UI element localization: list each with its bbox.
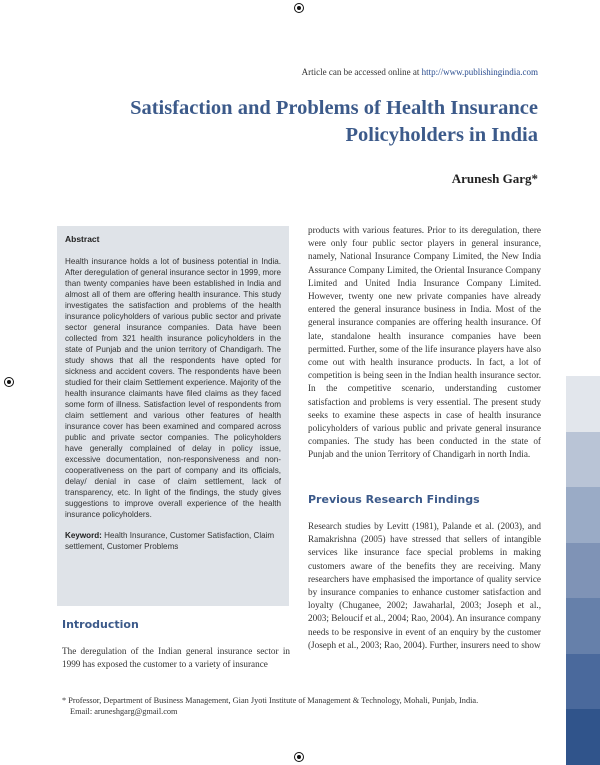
strip-segment bbox=[566, 654, 600, 710]
access-link[interactable]: http://www.publishingindia.com bbox=[421, 67, 538, 77]
strip-segment bbox=[566, 543, 600, 599]
strip-segment bbox=[566, 432, 600, 488]
strip-segment bbox=[566, 709, 600, 765]
keywords-label: Keyword: bbox=[65, 531, 102, 540]
keywords bbox=[65, 530, 281, 552]
registration-mark-left bbox=[4, 377, 14, 387]
registration-mark-top bbox=[294, 3, 304, 13]
keywords-list: Health Insurance, Customer Satisfaction, Claim settlement, Customer Problems bbox=[65, 531, 275, 551]
abstract-box bbox=[57, 226, 289, 606]
access-prefix: Article can be accessed online at bbox=[301, 67, 422, 77]
access-line bbox=[302, 67, 538, 77]
previous-research-text: Research studies by Levitt (1981), Palande et al. (2003), and Ramakrishna (2005) have stressed that sellers of intangible services like insurance face special problems in making customers aware of the benefits they are receiving. Many researchers have emphasised the importance of quality service by insurance companies to enhance customer satisfaction and loyalty (Chuganee, 2002; Jawaharlal, 2003; Joseph et al., 2003; Beloucif et al., 2004; Rao, 2004). An insurance company needs to be responsive in event of an enquiry by the customer (Joseph et al., 2003; Rao, 2004). Further, insurers need to show bbox=[308, 521, 541, 650]
footnote-email: Email: aruneshgarg@gmail.com bbox=[70, 707, 178, 716]
introduction-heading: Introduction bbox=[62, 618, 139, 631]
strip-segment bbox=[566, 487, 600, 543]
footnote-affiliation: * Professor, Department of Business Management, Gian Jyoti Institute of Management & Technology, Mohali, Punjab, India. bbox=[62, 696, 479, 705]
article-author: Arunesh Garg* bbox=[451, 171, 538, 186]
previous-research-heading: Previous Research Findings bbox=[308, 493, 480, 506]
side-color-strip bbox=[566, 376, 600, 765]
strip-segment bbox=[566, 598, 600, 654]
abstract-heading: Abstract bbox=[65, 234, 100, 244]
strip-segment bbox=[566, 376, 600, 432]
registration-mark-bottom bbox=[294, 752, 304, 762]
abstract-text: Health insurance holds a lot of business potential in India. After deregulation of general insurance sector in 1999, more than twenty companies have been established in India and almost all of them are offering health insurance. This study investigates the satisfaction and problems of the health insurance policyholders of various public sector and private sector general insurance companies. Data have been collected from 321 health insurance policyholders in the state of Punjab and the union territory of Chandigarh. The study shows that all the respondents have opted for sickness and accident covers. The respondents have been studied for their claim Settlement experience. Majority of the health insurance claimants have filed claims as they faced some form of illness. Satisfaction level of respondents from claim settlement and various other features of health insurance cover has been examined and compared across public and private sector companies. The policyholders have generally complained of delay in policy issue, excessive documentation, non-responsiveness and non-cooperativeness on the part of company and its officials, delay/ denial in case of claim settlement, lack of transparency, etc. In light of the findings, the study gives suggestions to improve overall experience of the health insurance policyholders. bbox=[65, 257, 281, 519]
author-footnote bbox=[62, 695, 542, 717]
column2-intro-text: products with various features. Prior to its deregulation, there were only four public sector players in general insurance, namely, National Insurance Company Limited, the New India Assurance Company Limited, the Oriental Insurance Company Limited and United India Insurance Company Limited. However, twenty one new private companies have already entered the general insurance business in India. Most of the general insurance companies are offering health insurance. Of late, standalone health insurance companies have been permitted. Further, some of the life insurance players have also come out with health insurance products. In fact, a lot of competition is being seen in the Indian health insurance sector. In the competitive scenario, understanding customer satisfaction and problems is very essential. The present study seeks to examine these aspects in case of health insurance policyholders of various public and private general insurance companies. The study has been conducted in the state of Punjab and the union Territory of Chandigarh in north India. bbox=[308, 225, 541, 460]
introduction-text: The deregulation of the Indian general insurance sector in 1999 has exposed the customer to a variety of insurance bbox=[62, 646, 290, 670]
article-title: Satisfaction and Problems of Health Insurance Policyholders in India bbox=[130, 97, 538, 146]
